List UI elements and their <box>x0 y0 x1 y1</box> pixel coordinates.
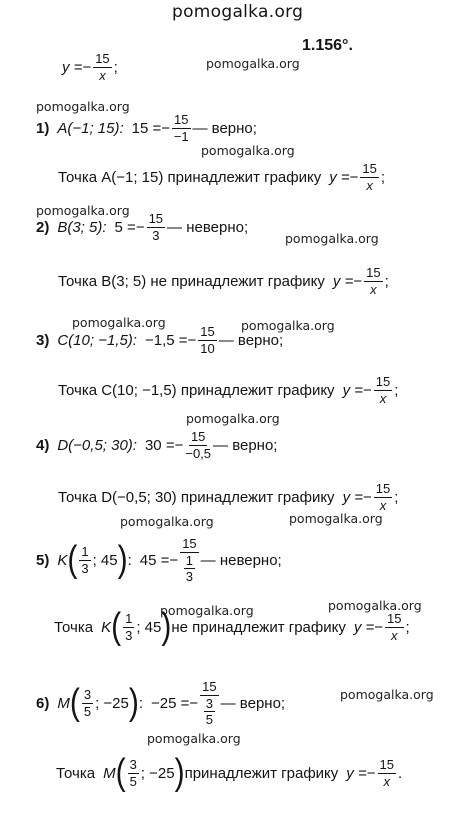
exercise-number: 1.156°. <box>302 37 353 54</box>
point-fraction <box>82 688 93 718</box>
fraction-denominator: 3 <box>152 227 160 243</box>
conclusion-text: Точка A(−1; 15) принадлежит графику <box>58 168 322 186</box>
graph-sign: − <box>363 488 372 506</box>
equation-sign: − <box>174 436 184 454</box>
fraction-denominator: x <box>391 627 398 643</box>
fraction-denominator: 10 <box>200 340 215 356</box>
fraction-numerator: 15 <box>148 211 164 226</box>
point-tail: ; 45 <box>136 618 162 636</box>
close-paren: ) <box>128 682 139 724</box>
fraction-denominator: 3 <box>125 627 133 643</box>
watermark: pomogalka.org <box>36 203 130 218</box>
watermark: pomogalka.org <box>289 511 383 526</box>
item-number: 1) <box>36 119 50 137</box>
function-definition <box>62 52 118 82</box>
point-label: B(3; 5): <box>57 218 107 236</box>
conclusion-text: Точка C(10; −1,5) принадлежит графику <box>58 381 335 399</box>
fraction-denominator: x <box>366 177 373 193</box>
item-number: 4) <box>36 436 50 454</box>
fraction-denominator: x <box>99 67 106 83</box>
equation-sign: − <box>169 551 179 569</box>
item-6-conclusion <box>56 751 403 794</box>
graph-fraction <box>378 758 396 788</box>
point-letter: M <box>57 694 70 712</box>
item-1-conclusion <box>58 162 385 192</box>
fraction-numerator: 3 <box>83 687 92 703</box>
equation-lhs: 30 = <box>144 436 175 454</box>
end-mark: ; <box>380 168 386 186</box>
equation-sign: − <box>135 218 145 236</box>
function-fraction <box>93 52 111 82</box>
equation-sign: − <box>187 331 197 349</box>
equation-lhs: −25 = <box>151 694 190 712</box>
equation-lhs: 45 = <box>139 551 170 569</box>
header-watermark: pomogalka.org <box>172 2 304 22</box>
equation-fraction <box>185 430 211 460</box>
fraction-denominator: −0,5 <box>185 445 212 461</box>
watermark: pomogalka.org <box>241 318 335 333</box>
fraction-denominator: x <box>383 773 390 789</box>
watermark: pomogalka.org <box>285 231 379 246</box>
fraction-numerator: 15 <box>95 51 110 66</box>
point-fraction <box>128 758 139 788</box>
watermark: pomogalka.org <box>36 99 130 114</box>
close-paren: ) <box>117 539 128 581</box>
fraction-denominator: x <box>370 281 377 297</box>
fraction-denominator: 3 <box>185 569 194 585</box>
fraction-numerator: 1 <box>125 611 133 626</box>
function-sign: − <box>82 58 92 76</box>
equation-sign: − <box>189 694 199 712</box>
fraction-numerator: 15 <box>375 374 391 389</box>
graph-fraction <box>360 162 378 192</box>
watermark: pomogalka.org <box>328 598 422 613</box>
watermark: pomogalka.org <box>186 411 280 426</box>
conclusion-text: Точка B(3; 5) не принадлежит графику <box>58 272 325 290</box>
point-letter: M <box>103 764 116 782</box>
graph-lhs: y = <box>332 272 354 290</box>
item-4-check <box>36 430 277 460</box>
conclusion-pre: Точка <box>54 618 94 636</box>
end-mark: ; <box>384 272 389 290</box>
conclusion-post: принадлежит графику <box>184 764 339 782</box>
equation-lhs: 15 = <box>131 119 162 137</box>
equation-fraction <box>198 325 216 355</box>
item-2-check <box>36 212 248 242</box>
graph-sign: − <box>353 272 363 290</box>
fraction-numerator: 15 <box>366 265 381 280</box>
watermark: pomogalka.org <box>120 514 214 529</box>
verdict: — верно; <box>192 119 257 137</box>
fraction-numerator: 15 <box>202 679 217 694</box>
graph-fraction <box>385 612 403 642</box>
graph-lhs: y = <box>346 764 367 782</box>
fraction-numerator: 15 <box>182 536 197 551</box>
point-tail: ; −25 <box>140 764 175 782</box>
item-2-conclusion <box>58 266 389 296</box>
open-paren: ( <box>67 539 78 581</box>
item-1-check <box>36 113 257 143</box>
fraction-denominator <box>202 696 217 727</box>
item-4-conclusion <box>58 482 398 512</box>
conclusion-post: не принадлежит графику <box>171 618 346 636</box>
fraction-numerator: 15 <box>379 757 394 772</box>
fraction-numerator: 1 <box>81 544 89 560</box>
watermark: pomogalka.org <box>340 687 434 702</box>
open-paren: ( <box>115 751 126 794</box>
end-mark: ; <box>394 381 399 399</box>
item-number: 2) <box>36 218 50 236</box>
conclusion-pre: Точка <box>56 764 96 782</box>
point-tail: ; 45 <box>92 551 118 569</box>
equation-fraction <box>147 212 165 242</box>
point-label: D(−0,5; 30): <box>57 436 137 454</box>
point-fraction <box>79 545 90 575</box>
fraction-denominator: x <box>379 497 387 513</box>
point-label: C(10; −1,5): <box>57 331 137 349</box>
verdict: — верно; <box>218 331 284 349</box>
fraction-numerator: 15 <box>190 429 206 444</box>
fraction-numerator: 3 <box>205 695 214 711</box>
close-paren: ) <box>161 605 172 648</box>
fraction-denominator: −1 <box>173 128 189 144</box>
fraction-numerator: 1 <box>185 552 194 568</box>
equation-fraction <box>180 537 198 584</box>
fraction-denominator: x <box>379 390 387 406</box>
watermark: pomogalka.org <box>147 731 241 746</box>
fraction-denominator: 3 <box>81 560 89 576</box>
verdict: — неверно; <box>200 551 282 569</box>
graph-fraction <box>374 375 392 405</box>
equation-fraction <box>172 113 190 143</box>
graph-sign: − <box>374 618 384 636</box>
item-5-check: 5) K ( $\frac{1}{3}$ ; 45 ) : 45 = − $\frac{15}{\frac{1}{3}}$ — неверно; <box>36 536 282 585</box>
point-tail: ; −25 <box>95 694 129 712</box>
open-paren: ( <box>111 605 122 648</box>
open-paren: ( <box>69 682 80 724</box>
verdict: — неверно; <box>167 218 249 236</box>
graph-lhs: y = <box>353 618 375 636</box>
point-letter: K <box>101 618 112 636</box>
point-letter: K <box>57 551 68 569</box>
end-mark: ; <box>405 618 410 636</box>
fraction-denominator <box>182 553 197 584</box>
item-3-conclusion <box>58 375 398 405</box>
close-paren: ) <box>174 751 185 794</box>
fraction-numerator: 3 <box>129 757 137 772</box>
graph-lhs: y = <box>342 488 363 506</box>
fraction-numerator: 15 <box>387 611 402 626</box>
watermark: pomogalka.org <box>160 603 254 618</box>
graph-lhs: y = <box>342 381 363 399</box>
verdict: — верно; <box>213 436 278 454</box>
fraction-numerator: 15 <box>174 112 189 127</box>
nested-fraction <box>184 554 195 584</box>
graph-sign: − <box>349 168 359 186</box>
fraction-numerator: 15 <box>375 481 391 496</box>
conclusion-text: Точка D(−0,5; 30) принадлежит графику <box>58 488 335 506</box>
item-number: 6) <box>36 694 50 712</box>
equation-lhs: −1,5 = <box>144 331 188 349</box>
fraction-denominator: 5 <box>83 703 92 719</box>
nested-fraction <box>204 697 215 727</box>
fraction-denominator: 5 <box>205 712 214 728</box>
item-number: 5) <box>36 551 50 569</box>
graph-fraction <box>374 482 392 512</box>
fraction-numerator: 15 <box>362 161 377 176</box>
graph-sign: − <box>366 764 376 782</box>
watermark: pomogalka.org <box>206 56 300 71</box>
watermark: pomogalka.org <box>72 315 166 330</box>
point-label: A(−1; 15): <box>57 119 124 137</box>
function-lhs: y = <box>62 58 83 76</box>
item-number: 3) <box>36 331 50 349</box>
function-tail: ; <box>113 58 118 76</box>
watermark: pomogalka.org <box>201 143 295 158</box>
graph-sign: − <box>363 381 372 399</box>
point-fraction <box>123 612 134 642</box>
equation-sign: − <box>161 119 171 137</box>
end-mark: . <box>397 764 403 782</box>
graph-fraction <box>364 266 382 296</box>
equation-lhs: 5 = <box>114 218 136 236</box>
fraction-numerator: 15 <box>200 324 215 339</box>
item-3-check <box>36 325 283 355</box>
equation-fraction <box>200 680 218 727</box>
fraction-denominator: 5 <box>129 773 137 789</box>
item-6-check: 6) M ( $\frac{3}{5}$ ; −25 ) : −25 = − $\frac{15}{\frac{3}{5}}$ — верно; <box>36 679 286 728</box>
verdict: — верно; <box>220 694 286 712</box>
graph-lhs: y = <box>329 168 350 186</box>
end-mark: ; <box>394 488 399 506</box>
